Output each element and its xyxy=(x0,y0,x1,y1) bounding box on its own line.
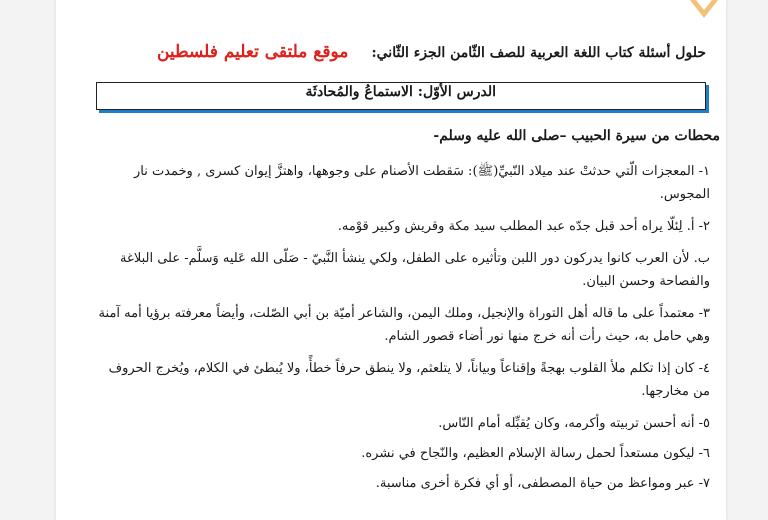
answers-list xyxy=(92,160,710,502)
document-header xyxy=(96,42,706,62)
answer-paragraph: ٣- معتمداً على ما قاله أهل التوراة والإنجيل، وملك اليمن، والشاعر أميّة بن أبي الصّلت، وأيضاً معرفته برؤيا أمه آمنة وهي حامل به، حيث رأت أنه خرج منها نور أضاء قصور الشام. xyxy=(98,306,710,344)
section-title: محطات من سيرة الحبيب –صلى الله عليه وسلم- xyxy=(433,128,720,144)
answer-paragraph: ٥- أنه أحسن تربيته وأكرمه، وكان يُقبِّله أمام النّاس. xyxy=(438,416,710,431)
answer-paragraph: ١- المعجزات الّتي حدثتْ عند ميلاد النّبيِّ(ﷺ): سَقطت الأصنام على وجوهها، واهتزَّ إيوان كسرى , وخمدت نار المجوس. xyxy=(133,164,710,202)
answer-paragraph: ٢- أ. لِئلّا يراه أحد قبل جدّه عبد المطلب سيد مكة وقريش وكبير قوْمه. xyxy=(337,219,710,234)
answer-paragraph: ٦- ليكون مستعداً لحمل رسالة الإسلام العظيم، والنّجاح في نشره. xyxy=(361,446,710,461)
header-site-name: موقع ملتقى تعليم فلسطين xyxy=(156,42,349,62)
answer-paragraph: ٧- عبر ومواعظ من حياة المصطفى، أو أي فكرة أخرى مناسبة. xyxy=(375,476,710,491)
answer-paragraph: ب. لأن العرب كانوا يدركون دور اللبن وتأثيره على الطفل، ولكي ينشأ النَّبيّ - صَلّى الله عَليه وَسلَّم- على البلاغة والفصاحة وحسن البيان. xyxy=(120,251,710,289)
lesson-title: الدرس الأوّل: الاستماعُ والمُحادثَة xyxy=(305,84,496,100)
header-question-title: حلول أسئلة كتاب اللغة العربية للصف الثّامن الجزء الثّاني: xyxy=(371,45,706,61)
answer-paragraph: ٤- كان إذا تكلم ملأ القلوب بهجةً وإقناعاً وبياناً، لا يتلعثم، ولا ينطق حرفاً خطأً، ولا يُبطئ في الكلام، ويُخرج الحروف من مخارجها. xyxy=(108,361,710,399)
page-corner-inner xyxy=(696,0,712,10)
lesson-title-box xyxy=(92,78,714,114)
